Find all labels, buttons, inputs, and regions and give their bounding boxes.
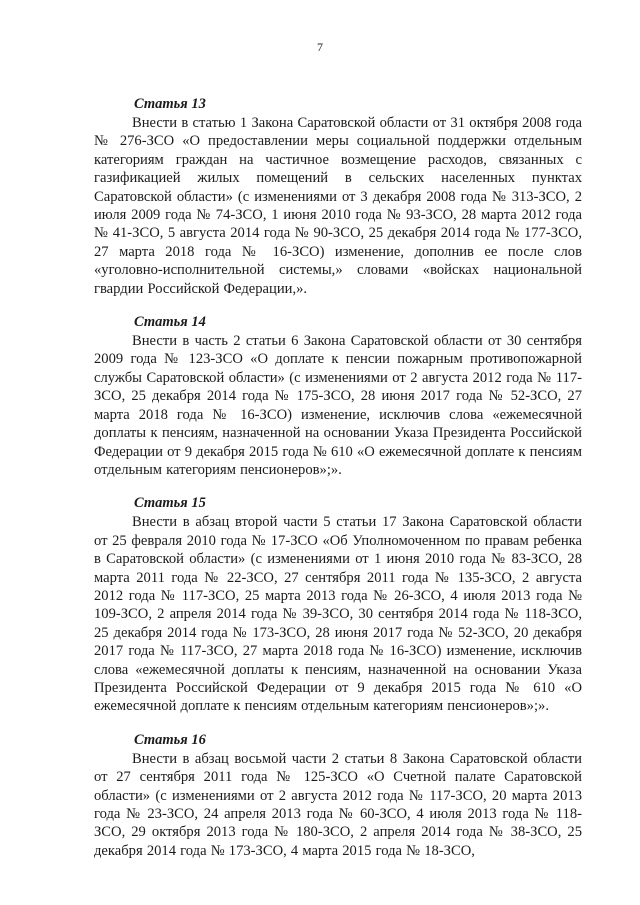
article-13 [94, 94, 582, 298]
page-number: 7 [317, 40, 323, 54]
article-text: Внести в часть 2 статьи 6 Закона Саратовской области от 30 сентября 2009 года № 123-ЗСО «О доплате к пенсии пожарным противопожарной службы Саратовской области» (с изменениями от 2 августа 2012 года № 117-ЗСО, 25 декабря 2014 года № 175-ЗСО, 28 июня 2017 года № 52-ЗСО, 27 марта 2018 года № 16-ЗСО) изменение, исключив слова «ежемесячной доплаты к пенсиям, назначенной на основании Указа Президента Российской Федерации от 9 декабря 2015 года № 610 «О ежемесячной доплате к пенсиям отдельным категориям пенсионеров»;». [94, 333, 582, 478]
article-text: Внести в абзац второй части 5 статьи 17 Закона Саратовской области от 25 февраля 2010 года № 17-ЗСО «Об Уполномоченном по правам ребенка в Саратовской области» (с изменениями от 1 июня 2010 года № 83-ЗСО, 28 марта 2011 года № 22-ЗСО, 27 сентября 2011 года № 135-ЗСО, 2 августа 2012 года № 117-ЗСО, 25 марта 2013 года № 26-ЗСО, 4 июля 2013 года № 109-ЗСО, 2 апреля 2014 года № 39-ЗСО, 30 сентября 2014 года № 118-ЗСО, 25 декабря 2014 года № 173-ЗСО, 28 июня 2017 года № 52-ЗСО, 20 декабря 2017 года № 117-ЗСО, 27 марта 2018 года № 16-ЗСО) изменение, исключив слова «ежемесячной доплаты к пенсиям, назначенной на основании Указа Президента Российской Федерации от 9 декабря 2015 года № 610 «О ежемесячной доплате к пенсиям отдельным категориям пенсионеров»;». [94, 514, 582, 715]
article-title: Статья 16 [134, 731, 206, 748]
article-title: Статья 14 [134, 314, 206, 331]
article-text: Внести в абзац восьмой части 2 статьи 8 Закона Саратовской области от 27 сентября 2011 года № 125-ЗСО «О Счетной палате Саратовской области» (с изменениями от 2 августа 2012 года № 117-ЗСО, 20 марта 2013 года № 23-ЗСО, 24 апреля 2013 года № 60-ЗСО, 4 июля 2013 года № 118-ЗСО, 29 октября 2013 года № 180-ЗСО, 2 апреля 2014 года № 38-ЗСО, 25 декабря 2014 года № 173-ЗСО, 4 марта 2015 года № 18-ЗСО, [94, 750, 582, 859]
article-15 [94, 493, 582, 715]
article-14 [94, 312, 582, 479]
document-body [94, 94, 582, 860]
article-title: Статья 13 [134, 96, 206, 112]
article-title: Статья 15 [134, 495, 206, 512]
article-16 [94, 730, 582, 860]
article-text: Внести в статью 1 Закона Саратовской области от 31 октября 2008 года № 276-ЗСО «О предоставлении меры социальной поддержки отдельным категориям граждан на частичное возмещение расходов, связанных с газификацией жилых помещений в сельских населенных пунктах Саратовской области» (с изменениями от 3 декабря 2008 года № 313-ЗСО, 2 июля 2009 года № 74-ЗСО, 1 июня 2010 года № 93-ЗСО, 28 марта 2012 года № 41-ЗСО, 5 августа 2014 года № 90-ЗСО, 25 декабря 2014 года № 177-ЗСО, 27 марта 2018 года № 16-ЗСО) изменение, дополнив ее после слов «уголовно-исполнительной системы,» словами «войсках национальной гвардии Российской Федерации,». [94, 115, 582, 297]
